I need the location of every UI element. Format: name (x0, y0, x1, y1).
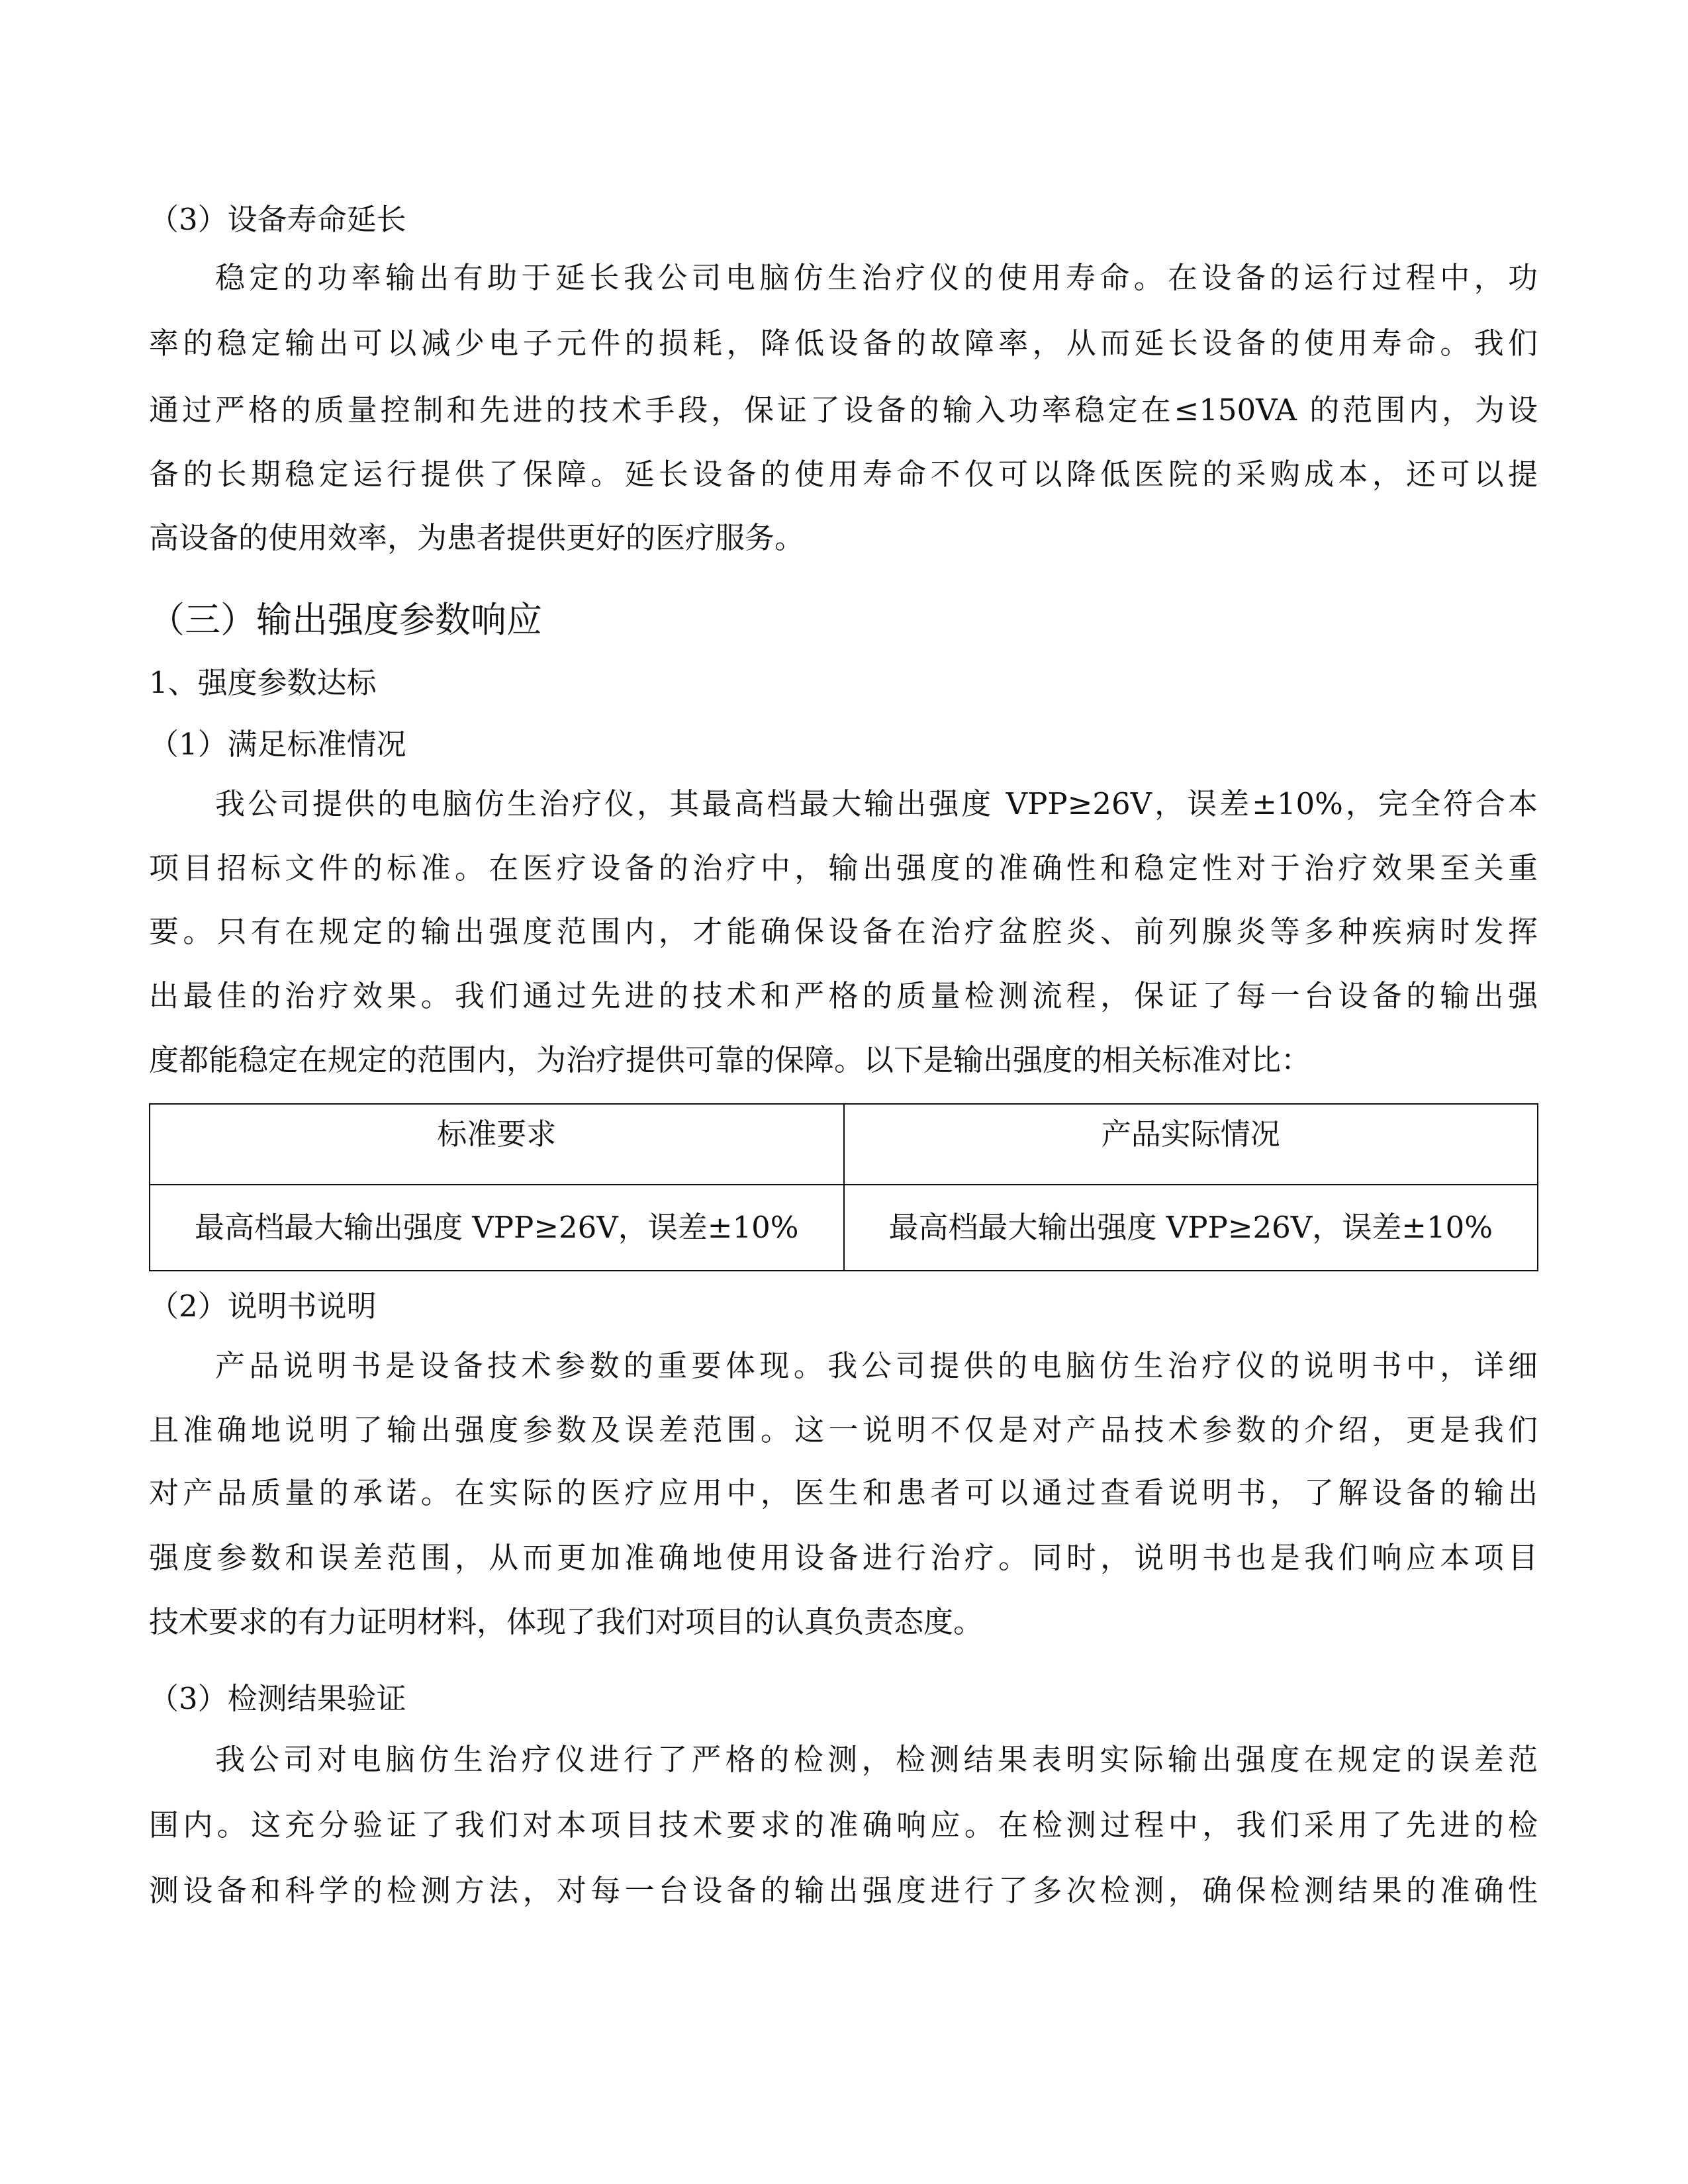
paragraph-line: 对产品质量的承诺。在实际的医疗应用中，医生和患者可以通过查看说明书，了解设备的输出 (149, 1475, 1538, 1510)
comparison-table (149, 1103, 1538, 1271)
paragraph-line: 强度参数和误差范围，从而更加准确地使用设备进行治疗。同时，说明书也是我们响应本项目 (149, 1540, 1538, 1575)
section-title: （三）输出强度参数响应 (149, 599, 542, 641)
table-row (150, 1185, 1538, 1271)
heading-standard: （1）满足标准情况 (149, 727, 406, 762)
table-header-cell: 产品实际情况 (844, 1104, 1538, 1185)
paragraph-line: 且准确地说明了输出强度参数及误差范围。这一说明不仅是对产品技术参数的介绍，更是我们 (149, 1412, 1538, 1447)
paragraph-line: 备的长期稳定运行提供了保障。延长设备的使用寿命不仅可以降低医院的采购成本，还可以提 (149, 457, 1538, 492)
paragraph-line: 度都能稳定在规定的范围内，为治疗提供可靠的保障。以下是输出强度的相关标准对比： (149, 1042, 1311, 1077)
paragraph-line: 围内。这充分验证了我们对本项目技术要求的准确响应。在检测过程中，我们采用了先进的检 (149, 1807, 1538, 1843)
table-cell: 最高档最大输出强度 VPP≥26V，误差±10% (844, 1185, 1538, 1271)
heading-device-life: （3）设备寿命延长 (149, 202, 406, 237)
table-header-cell: 标准要求 (150, 1104, 844, 1185)
paragraph-line: 率的稳定输出可以减少电子元件的损耗，降低设备的故障率，从而延长设备的使用寿命。我们 (149, 326, 1538, 361)
paragraph-line: 产品说明书是设备技术参数的重要体现。我公司提供的电脑仿生治疗仪的说明书中，详细 (215, 1348, 1538, 1383)
table-cell: 最高档最大输出强度 VPP≥26V，误差±10% (150, 1185, 844, 1271)
paragraph-line: 高设备的使用效率，为患者提供更好的医疗服务。 (149, 520, 805, 555)
paragraph-line: 稳定的功率输出有助于延长我公司电脑仿生治疗仪的使用寿命。在设备的运行过程中，功 (215, 260, 1538, 295)
paragraph-line: 要。只有在规定的输出强度范围内，才能确保设备在治疗盆腔炎、前列腺炎等多种疾病时发挥 (149, 914, 1538, 949)
paragraph-line: 技术要求的有力证明材料，体现了我们对项目的认真负责态度。 (149, 1604, 984, 1639)
paragraph-line: 项目招标文件的标准。在医疗设备的治疗中，输出强度的准确性和稳定性对于治疗效果至关重 (149, 850, 1538, 886)
subsection-title: 1、强度参数达标 (149, 665, 377, 700)
paragraph-line: 出最佳的治疗效果。我们通过先进的技术和严格的质量检测流程，保证了每一台设备的输出强 (149, 978, 1538, 1013)
heading-manual: （2）说明书说明 (149, 1289, 377, 1324)
paragraph-line: 测设备和科学的检测方法，对每一台设备的输出强度进行了多次检测，确保检测结果的准确性 (149, 1873, 1538, 1908)
paragraph-line: 通过严格的质量控制和先进的技术手段，保证了设备的输入功率稳定在≤150VA 的范围内，为设 (149, 392, 1538, 428)
heading-test-results: （3）检测结果验证 (149, 1681, 406, 1716)
paragraph-line: 我公司提供的电脑仿生治疗仪，其最高档最大输出强度 VPP≥26V，误差±10%，完全符合本 (215, 786, 1538, 821)
table-header-row (150, 1104, 1538, 1185)
paragraph-line: 我公司对电脑仿生治疗仪进行了严格的检测，检测结果表明实际输出强度在规定的误差范 (215, 1742, 1538, 1777)
